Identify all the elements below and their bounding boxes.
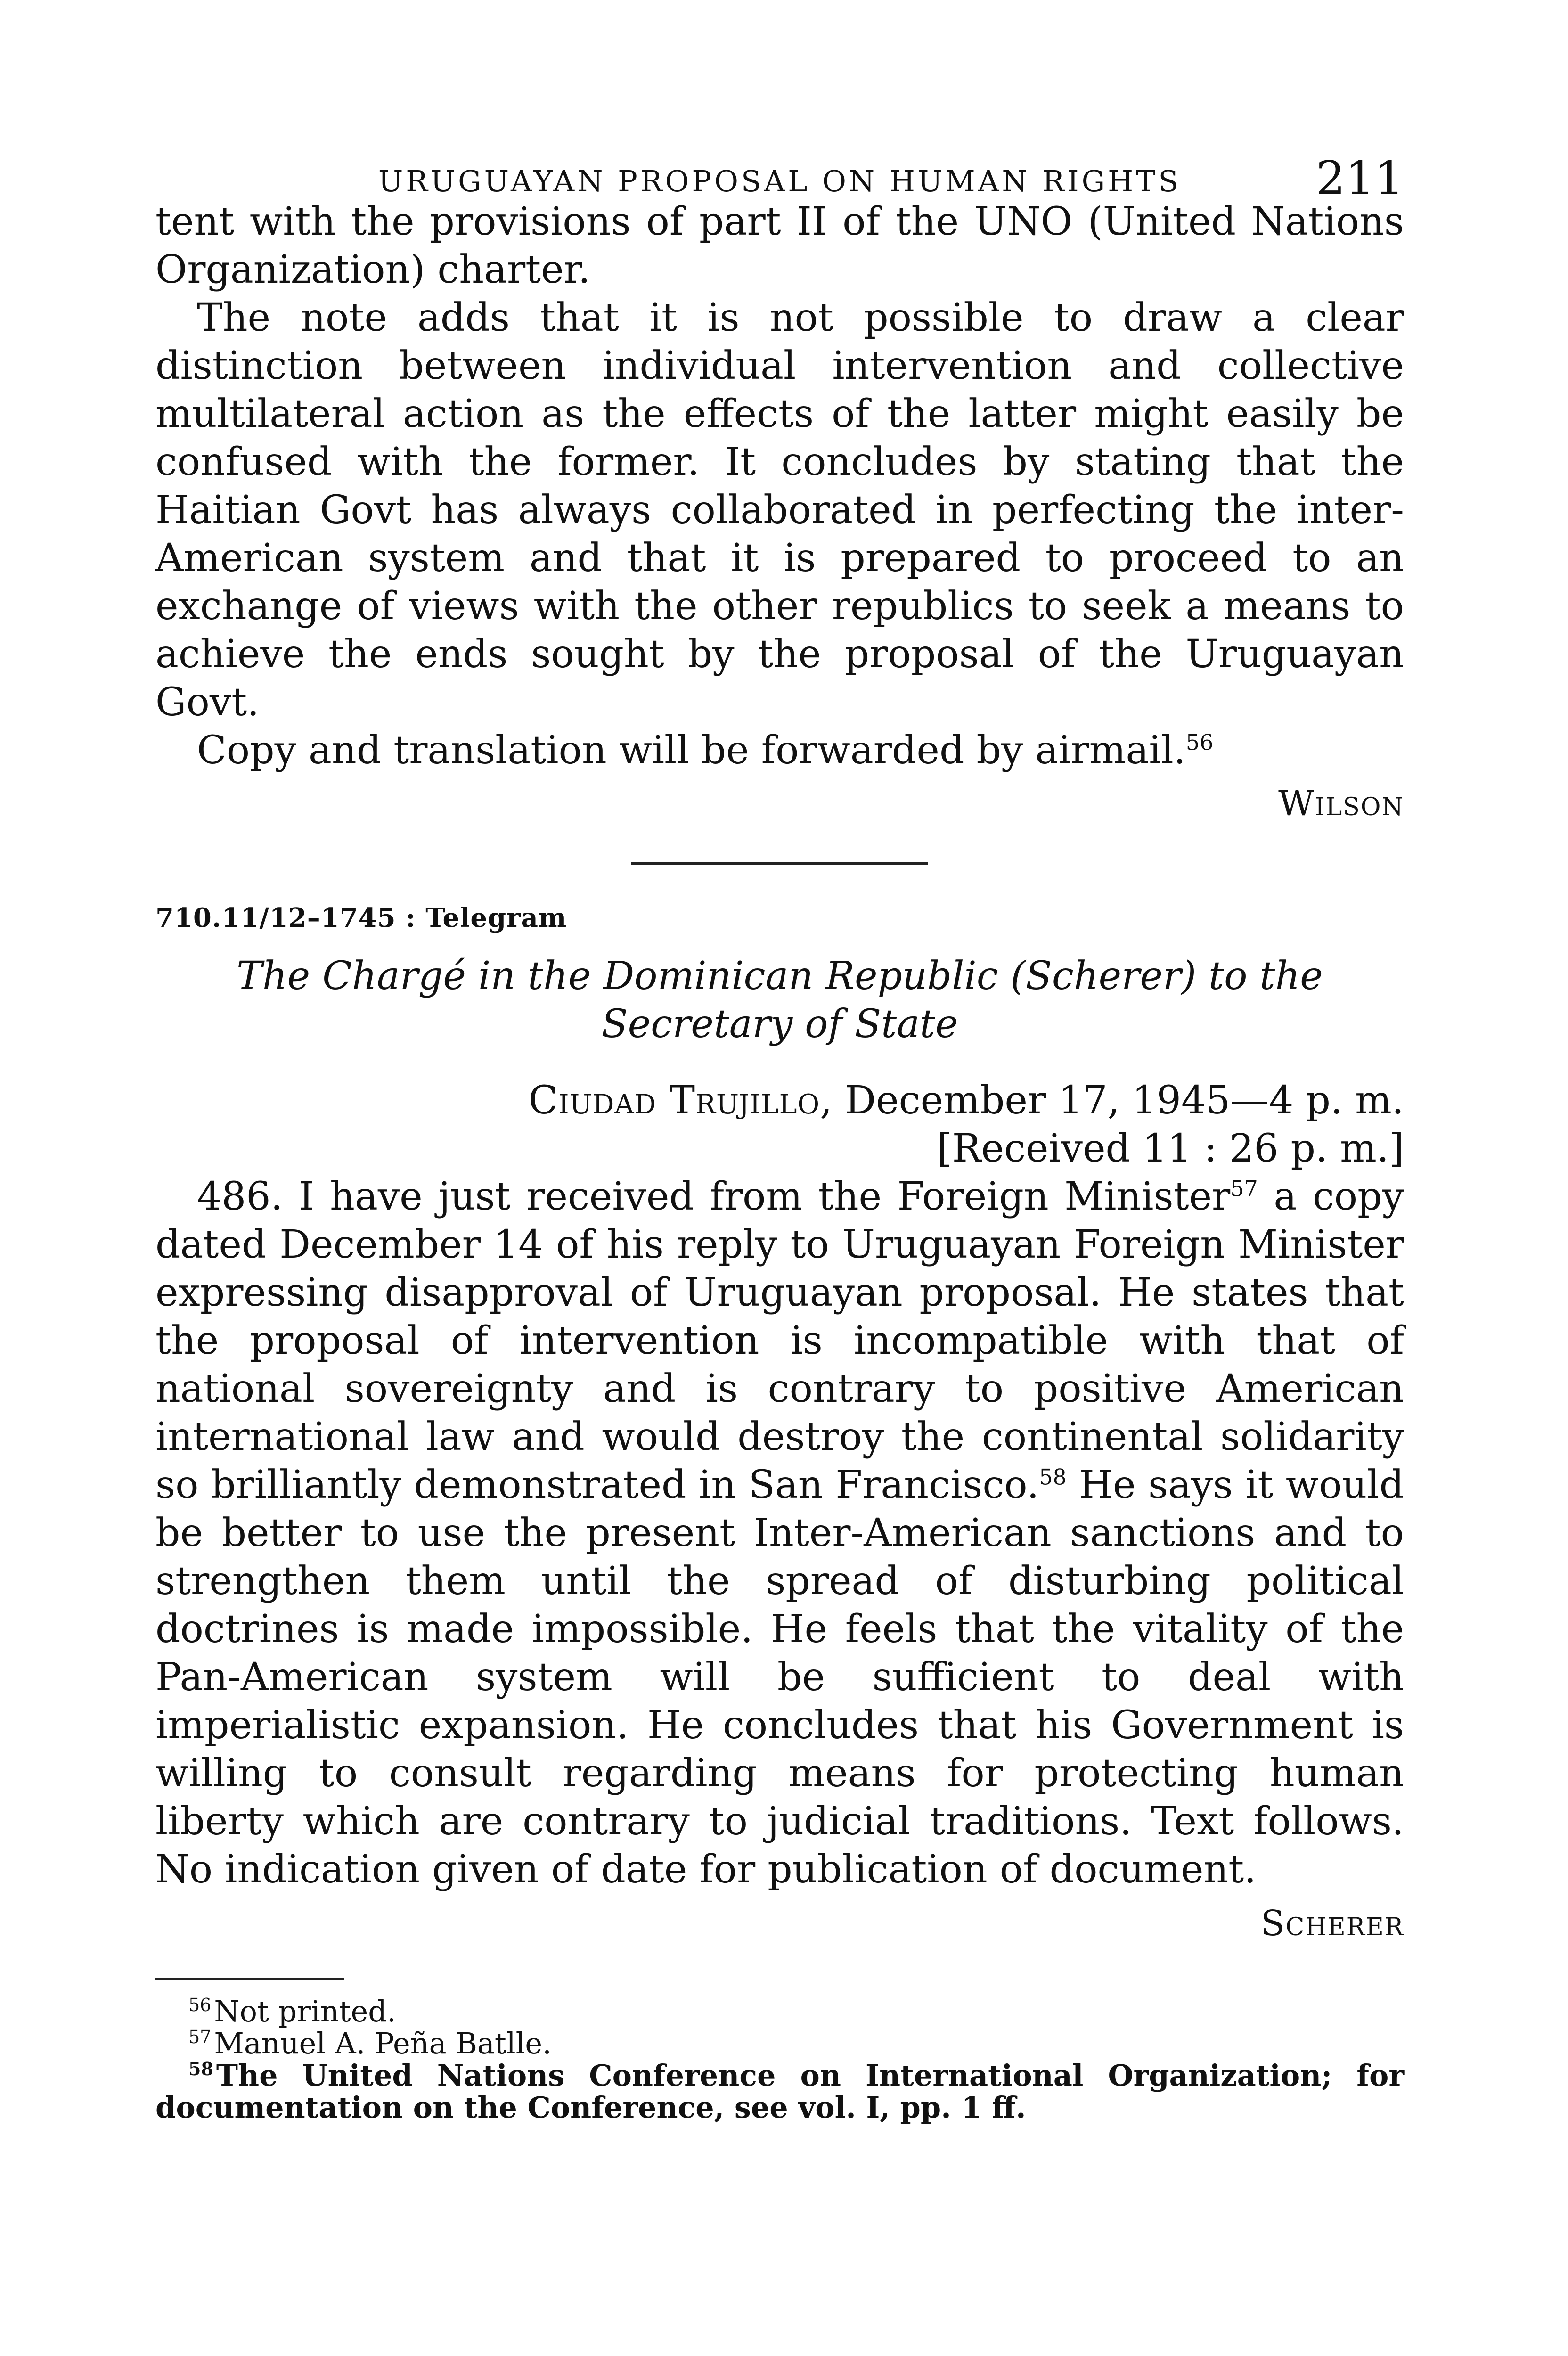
telegram-text-c: He says it would be better to use the present Inter-American sanctions and to strengthen them until the spread of disturbing political doctrines is made impossible. He feels that the vitality of the Pan-American system will be sufficient to deal with imperialistic expansion. He concludes that his Government is willing to consult regarding means for protecting human liberty which are contrary to judicial traditions. Text follows. No indication given of date for publication of document. — [155, 1463, 1405, 1892]
page-number: 211 — [1315, 152, 1404, 205]
paragraph-copy-translation — [155, 727, 1404, 775]
dateline-place: Ciudad Trujillo, — [528, 1078, 833, 1123]
telegram-text-a: 486. I have just received from the Foreign Minister — [197, 1174, 1231, 1219]
section-divider — [631, 862, 928, 865]
footnote-text: Manuel A. Peña Batlle. — [214, 2026, 552, 2061]
footnote-ref-56[interactable]: 56 — [1185, 729, 1214, 755]
paragraph-telegram-486 — [155, 1173, 1404, 1894]
dateline-date: December 17, 1945—4 p. m. — [833, 1078, 1404, 1123]
paragraph-note-adds: The note adds that it is not possible to draw a clear distinction between individual intervention and collective multilateral action as the effects of the latter might easily be confused with the former. It concludes by stating that the Haitian Govt has always collaborated in perfecting the inter-American system and that it is prepared to proceed to an exchange of views with the other republics to seek a means to achieve the ends sought by the proposal of the Uruguayan Govt. — [155, 295, 1404, 725]
file-reference: 710.11/12–1745 : Telegram — [155, 902, 567, 933]
document-title: The Chargé in the Dominican Republic (Scherer) to the Secretary of State — [237, 954, 1323, 1047]
paragraph-continuation: tent with the provisions of part II of the UNO (United Nations Organization) charter. — [155, 199, 1404, 292]
footnote-ref-57[interactable]: 57 — [1230, 1176, 1258, 1202]
footnote-ref-58[interactable]: 58 — [1039, 1464, 1067, 1490]
received-line: [Received 11 : 26 p. m.] — [937, 1126, 1404, 1171]
footnote-number: 57 — [188, 2027, 212, 2048]
footnote-divider — [155, 1978, 344, 1980]
footnote-text: The United Nations Conference on International Organization; for documentation on the Conference, see vol. I, pp. 1 ff. — [155, 2058, 1404, 2125]
telegram-text-b: a copy dated December 14 of his reply to Uruguayan Foreign Minister expressing disapproval of Uruguayan proposal. He states that the proposal of intervention is incompatible with that of national sovereignty and is contrary to positive American international law and would destroy the continental solidarity so brilliantly demonstrated in San Francisco. — [155, 1174, 1404, 1507]
signature-scherer: Scherer — [1260, 1903, 1404, 1944]
footnote-number: 58 — [188, 2058, 213, 2080]
footnote-57 — [155, 2028, 1404, 2060]
footnote-number: 56 — [188, 1995, 212, 2016]
copy-translation-text: Copy and translation will be forwarded by airmail. — [197, 728, 1186, 773]
footnote-58 — [155, 2060, 1404, 2124]
running-title: URUGUAYAN PROPOSAL ON HUMAN RIGHTS — [378, 164, 1181, 198]
footnote-56 — [155, 1996, 1404, 2028]
dateline — [155, 1077, 1404, 1125]
document-page — [155, 141, 1404, 2124]
running-head — [155, 141, 1404, 205]
footnote-text: Not printed. — [214, 1994, 396, 2029]
signature-wilson: Wilson — [1278, 783, 1404, 824]
